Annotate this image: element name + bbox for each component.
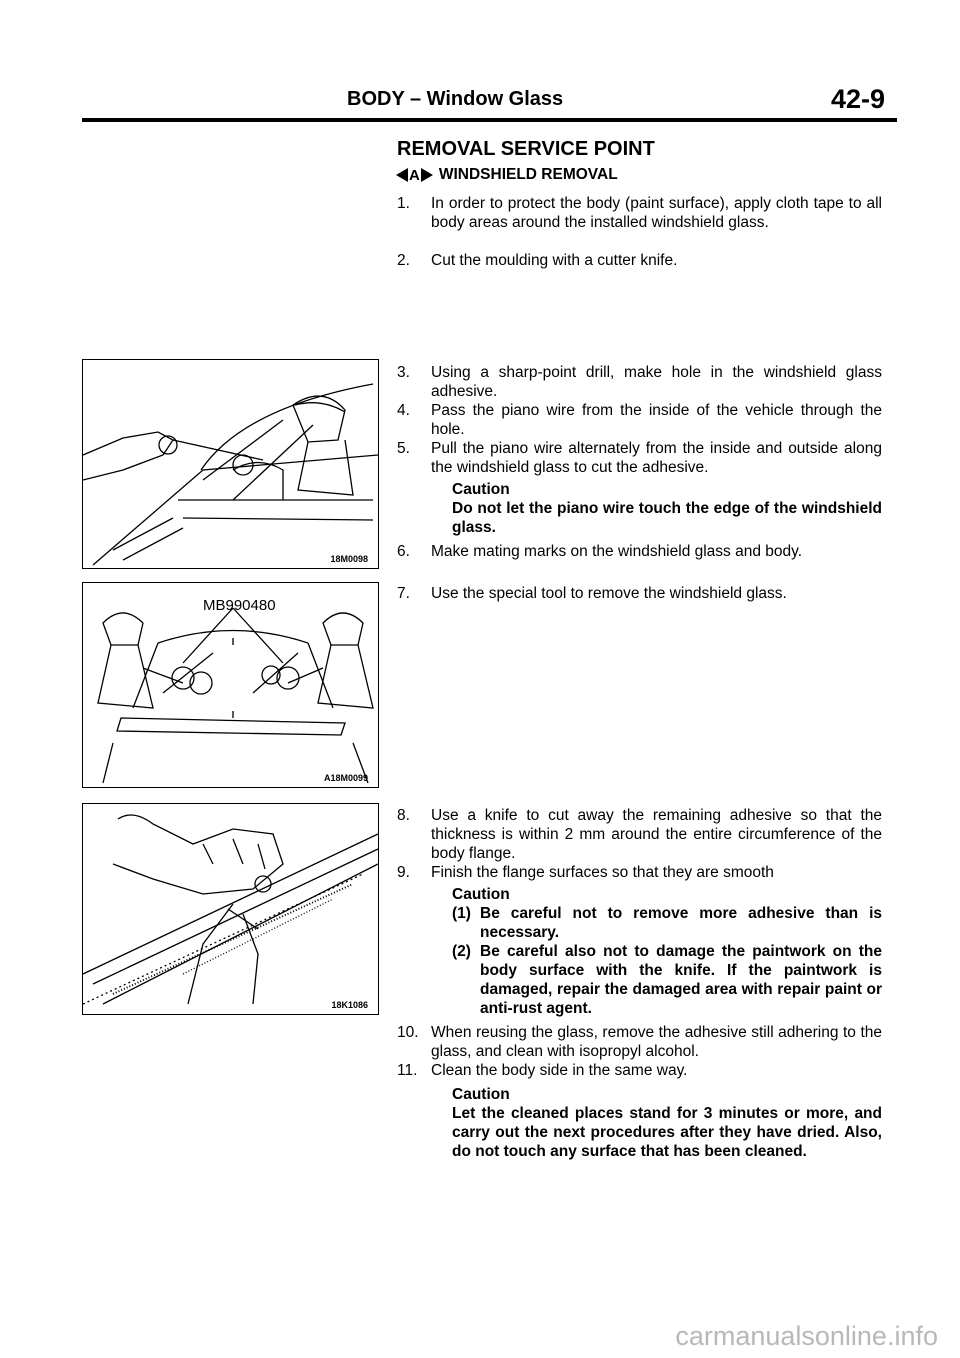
special-tool-label: MB990480 [203, 597, 276, 614]
step-item: 10. When reusing the glass, remove the adhesive still adhering to the glass, and clean with isopropyl alcohol. [397, 1024, 882, 1060]
section-title: REMOVAL SERVICE POINT [397, 138, 655, 160]
step-item: 7. Use the special tool to remove the windshield glass. [397, 585, 787, 602]
step-item: 11. Clean the body side in the same way. [397, 1062, 688, 1079]
step-item: 3. Using a sharp-point drill, make hole in the windshield glass adhesive. [397, 364, 882, 400]
subsection-title [396, 166, 618, 184]
figure-code: 18M0098 [330, 554, 368, 564]
step-item: 2. Cut the moulding with a cutter knife. [397, 252, 678, 269]
subsection-title-text: WINDSHIELD REMOVAL [438, 166, 618, 183]
step-item: 6. Make mating marks on the windshield glass and body. [397, 543, 803, 560]
header-rule [82, 118, 897, 122]
page-title: BODY – Window Glass [347, 88, 564, 110]
wire-cutting-illustration [83, 360, 378, 568]
caution-block: Caution (1) Be careful not to remove more adhesive than is necessary. (2) Be careful also not to damage the paintwork on the body surface with the knife. If the paintwork is damaged, repair the damaged area with repair paint or anti-rust agent. [452, 886, 882, 1017]
figure-code: A18M0099 [323, 773, 368, 783]
page-header [82, 84, 897, 118]
step-item: 4. Pass the piano wire from the inside of the vehicle through the hole. [397, 402, 882, 438]
page-number: 42-9 [830, 84, 885, 114]
figure-special-tool [82, 582, 379, 788]
caution-block: Caution Do not let the piano wire touch the edge of the windshield glass. [452, 481, 882, 536]
service-point-mark-icon: A [396, 167, 433, 184]
watermark: carmanualsonline.info [675, 1321, 938, 1351]
step-item: 5. Pull the piano wire alternately from the inside and outside along the windshield glass to cut the adhesive. [397, 440, 882, 476]
knife-adhesive-illustration [83, 804, 378, 1014]
step-item: 1. In order to protect the body (paint surface), apply cloth tape to all body areas around the installed windshield glass. [397, 195, 882, 231]
figure-wire-cutting [82, 359, 379, 569]
figure-code: 18K1086 [331, 1000, 368, 1010]
step-item: 9. Finish the flange surfaces so that they are smooth [397, 864, 774, 881]
caution-block: Caution Let the cleaned places stand for 3 minutes or more, and carry out the next procedures after they have dried. Also, do not touch any surface that has been cleaned. [452, 1086, 882, 1160]
step-item: 8. Use a knife to cut away the remaining adhesive so that the thickness is within 2 mm around the entire circumference of the body flange. [397, 807, 882, 862]
figure-knife-adhesive [82, 803, 379, 1015]
